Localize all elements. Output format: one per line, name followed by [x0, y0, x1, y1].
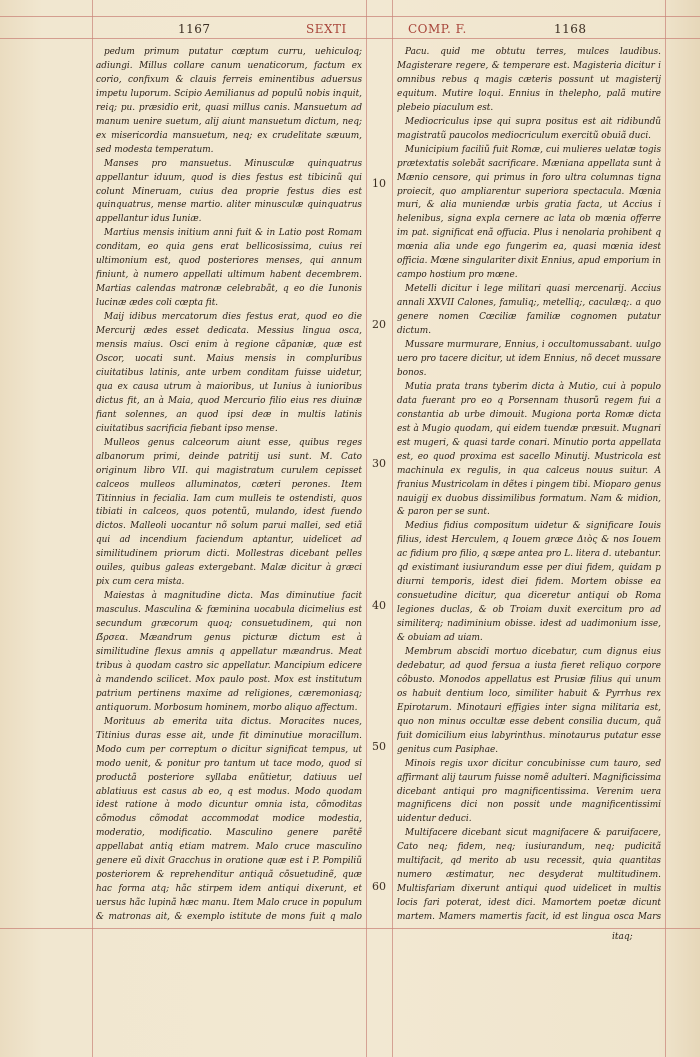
- catchword: itaq;: [612, 932, 633, 942]
- line-number: 50: [372, 740, 386, 753]
- text-paragraph: Mutia prata trans tyberim dicta à Mutio, cui à populo data fuerant pro eo q Porsennam thusorũ regem fui a constantia ab urbe dimouit. Mugiona porta Romæ dicta est à Mugio quodam, qui eidem tuendæ præsuit. Mugnari est mugeri, & quasi tarde conari. Minutio porta appellata est, eo quod proxima est sacello Minutij. Mustricola est machinula ex regulis, in qua calceus nouus suitur. A franius Mustricolam in dẽtes i pingem tibi. Mioparo genus nauigij ex duobus dissimilibus formatum. Nam & midion, & paron per se sunt.: [397, 381, 661, 518]
- text-paragraph: Pacu. quid me obtutu terres, mulces laudibus. Magisterare regere, & temperare est. Magisteria dicitur i omnibus rebus q magis cæteris possunt ut magisterij equitum. Mutire loqui. Ennius in thelepho, palã mutire plebeio piaculum est.: [397, 47, 661, 113]
- text-paragraph: Metelli dicitur i lege militari quasi mercenarij. Accius annali XXVII Calones, famuliq;, metelliq;, caculæq;. a quo genere nomen Cœciliæ familiæ cognomen putatur dictum.: [397, 284, 661, 337]
- text-paragraph: Martius mensis initium anni fuit & in Latio post Romam conditam, eo quia gens erat bellicosissima, cuius rei ultimonium est, quod posteriores menses, qui annum finiunt, à numero appellati ultimum habent decembrem. Martias calendas matronæ celebrabãt, q eo die Iunonis lucinæ ædes coli cœpta fit.: [96, 228, 362, 309]
- text-paragraph: Morituus ab emerita uita dictus. Moracites nuces, Titinius duras esse ait, unde fit diminutiue moracillum. Modo cum per correptum o dicitur significat tempus, ut modo uenit, & ponitur pro tantum ut tace modo, quod si productã posteriore syllaba enũtietur, datiuus uel ablatiuus est casus ab eo, q est modus. Modo quodam idest ratione à modo dicuntur omnia ista, cõmoditas cõmodus cõmodat accommodat modice modestia, moderatio, modificatio. Masculino genere parẽtẽ appellabat antiq etiam matrem. Malo cruce masculino genere eũ dixit Gracchus in oratione quæ est i P. Pompiliũ posteriorem & reprehenditur antiquã cõsuetudinẽ, quæ hac forma atq; hãc stirpem idem antiqui dixerunt, et uersus hãc lupinã hæc manu. Item Malo cruce in populum & matronas ait, & exemplo istitute de mons fuit q malo: [96, 716, 362, 923]
- text-paragraph: Maiestas à magnitudine dicta. Mas diminutiue facit masculus. Masculina & fœminina uocabula dicimelius est secundum græcorum quoq; consuetudinem, qui non ẞρσεα. Mæandrum genus picturæ dictum est à similitudine flexus amnis q appellatur mæandrus. Meat tribus à quodam castro sic appellatur. Mancipium edicere à mandendo scilicet. Mox paulo post. Mox est institutum patrium pertinens maxime ad religiones, cæremoniasq; antiquorum. Morbosum hominem, morbo aliquo affectum.: [96, 591, 362, 713]
- line-number: 30: [372, 457, 386, 470]
- rule-left: [92, 0, 93, 1057]
- text-paragraph: Membrum abscidi mortuo dicebatur, cum dignus eius dedebatur, ad quod fersua a iusta fieret reliquo corpore côbusto. Monodos appellatus est Prusiæ filius qui unum os habuit dentium loco, similiter habuit & Pyrrhus rex Epirotarum. Minotauri effigies inter signa militaria est, quo non minus occultæ esse debent consilia ducum, quã fuit domicilium eius labyrinthus. minotaurus putatur esse genitus cum Pasiphae.: [397, 646, 661, 755]
- text-paragraph: pedum primum putatur cœptum curru, uehiculoq; adiungi. Millus collare canum uenaticorum, factum ex corio, confixum & clauis ferreis eminentibus aduersus impetu luporum. Scipio Aemilianus ad populũ nobis inquit, reiq; pu. præsidio erit, quasi millus canis. Mansuetum ad manum uenire suetum, alij aiunt mansuetum dictum, neq; ex misericordia mansuetum, neq; ex crudelitate sæuum, sed modesta temperatum.: [96, 47, 362, 155]
- rule-bottom: [0, 928, 700, 929]
- text-paragraph: Maij idibus mercatorum dies festus erat, quod eo die Mercurij ædes esset dedicata. Messius lingua osca, mensis maius. Osci enim à regione cãpaniæ, quæ est Oscor, uocati sunt. Maius mensis in compluribus ciuitatibus latinis, ante urbem conditam fuisse uidetur, qua ex causa utrum à maioribus, ut Iunius à iunioribus dictus fit, an à Maia, quod Mercurio filio eius res diuinæ fiant solennes, an quod ipsi deæ in multis latinis ciuitatibus sacrificia fiebant ipso mense.: [96, 312, 362, 434]
- page-number-left: 1167: [178, 22, 211, 36]
- text-paragraph: Municipium faciliũ fuit Romæ, cui mulieres uelatæ togis prætextatis solebãt sacrificare. Mæniana appellata sunt à Mænio censore, qui primus in foro ultra columnas tigna proiecit, quo ampliarentur superiora spectacula. Mœnia muri, & alia muniendæ urbis gratia facta, ut Accius i helenibus, signa expla cernere ac lata ob mœnia offerre im pat. significat enã offucia. Plus i nenolaria prohibent q mœnia alia unde ego fungerim ea, quasi mœnia idest officia. Mœne singulariter dixit Ennius, apud emporium in campo hostium pro mœne.: [397, 144, 661, 281]
- text-paragraph: Manses pro mansuetus. Minusculæ quinquatrus appellantur iduum, quod is dies festus est tibicinũ qui colunt Mineruam, cuius dea proprie festus dies est quinquatrus, mense martio. aliter minusculæ quinquatrus appellantur idus Iuniæ.: [96, 158, 362, 225]
- rule-right: [665, 0, 666, 1057]
- left-text-column: [96, 46, 362, 926]
- text-paragraph: Multifacere dicebant sicut magnifacere & paruifacere, Cato neq; fidem, neq; iusiurandum, neq; pudicitã multifacit, qd merito ab usu recessit, quia quantitas numero æstimatur, nec desyderat multitudinem. Multisfariam dixerunt antiqui quod uidelicet in multis locis fari poterat, idest dici. Mamortem poetæ dicunt martem. Mamers mamertis facit, id est lingua osca Mars: [397, 828, 661, 923]
- text-paragraph: Mediocriculus ipse qui supra positus est ait ridibundũ magistratũ paucolos mediocriculum exercitũ obuiã duci.: [397, 116, 661, 141]
- text-paragraph: Minois regis uxor dicitur concubinisse cum tauro, sed affirmant alij taurum fuisse nomẽ adulteri. Magnificissima dicebant antiqui pro magnificentissima. Verenim uera magnificens dici non possit unde magnificentissimi uidentur deduci.: [397, 758, 661, 825]
- running-title-left: SEXTI: [306, 22, 347, 36]
- rule-center-b: [392, 0, 393, 1057]
- line-number: 20: [372, 318, 386, 331]
- right-text-column: [397, 46, 661, 926]
- rule-center-a: [366, 0, 367, 1057]
- page-number-right: 1168: [554, 22, 587, 36]
- rule-under-header: [0, 38, 700, 39]
- line-number: 40: [372, 599, 386, 612]
- line-number: 10: [372, 177, 386, 190]
- text-paragraph: Mulleos genus calceorum aiunt esse, quibus reges albanorum primi, deinde patritij usi sunt. M. Cato originum libro VII. qui magistratum curulem cepisset calceos mulleos alluminatos, cæteri perones. Item Titinnius in fecialia. Iam cum mulleis te ostendisti, quos tibiati in calceos, quos potentũ, mulando, idest fuendo dictos. Malleoli uocantur nõ solum parui mallei, sed etiã qui ad incendium faciendum aptantur, uidelicet ad similitudinem priorum dicti. Mollestras dicebant pelles ouiles, quibus galeas extergebant. Malæ dicitur à græci pix cum cera mista.: [96, 437, 362, 588]
- line-number: 60: [372, 880, 386, 893]
- text-paragraph: Medius fidius compositum uidetur & significare Iouis filius, idest Herculem, q Iouem græce Διὸς & nos Iouem ac fidium pro filio, q sæpe antea pro L. litera d. utebantur. qd existimant iusiurandum esse per diui fidem, quidam p diurni temporis, idest diei fidem. Mortem obisse ea consuetudine dicitur, qua diceretur antiqui ob Roma legiones duclas, & ob Troiam duxit exercitum pro ad similiterq; nadiminium obisse. idest ad uadimonium isse, & obuiam ad uiam.: [397, 521, 661, 644]
- running-title-right: COMP. F.: [408, 22, 467, 36]
- rule-top: [0, 16, 700, 17]
- text-paragraph: Mussare murmurare, Ennius, i occultomussabant. uulgo uero pro tacere dicitur, ut idem Ennius, nõ decet mussare bonos.: [397, 340, 661, 378]
